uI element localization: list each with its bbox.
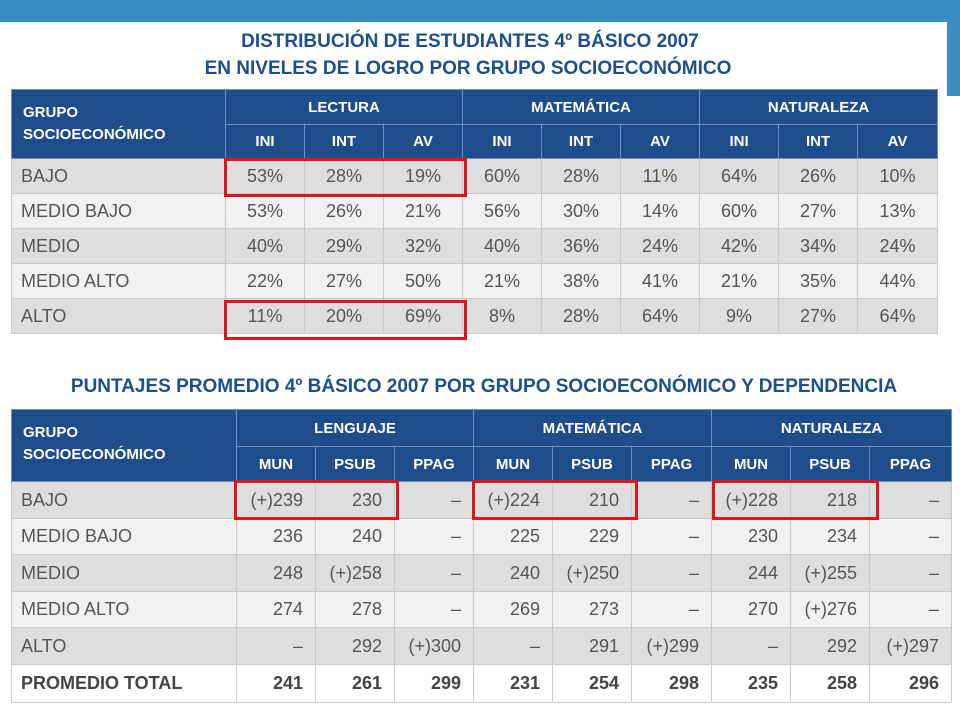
table-cell: 24% [858,229,938,264]
table-cell: 29% [305,229,384,264]
group-header-line1: GRUPO [23,424,79,441]
table-cell: 35% [779,264,858,299]
table-cell: 8% [463,299,542,334]
dependency-header: MUN [237,447,316,482]
table-cell: 27% [779,299,858,334]
table-cell: 13% [858,194,938,229]
table-row [12,194,938,229]
table-cell: (+)250 [553,555,632,592]
subject-header: NATURALEZA [712,410,952,447]
table-cell: 21% [384,194,463,229]
table-cell: 60% [463,159,542,194]
table-cell: (+)276 [791,592,870,628]
table-cell: 44% [858,264,938,299]
group-header [12,410,237,482]
table-cell: 42% [700,229,779,264]
table-cell: 56% [463,194,542,229]
table-cell: 236 [237,519,316,555]
table-cell: 69% [384,299,463,334]
table-cell: 231 [474,665,553,703]
table-cell: – [712,628,791,665]
table-cell: 298 [632,665,712,703]
group-header-line1: GRUPO [23,104,79,121]
average-scores-table [11,409,952,703]
table-cell: 22% [226,264,305,299]
table-cell: 27% [305,264,384,299]
table-cell: 27% [779,194,858,229]
table-cell: 64% [700,159,779,194]
table-cell: – [870,482,952,519]
table-row [12,592,952,628]
table-cell: 218 [791,482,870,519]
table1-title-line1: DISTRIBUCIÓN DE ESTUDIANTES 4º BÁSICO 2007 [241,31,699,52]
table-cell: 240 [316,519,395,555]
dependency-header: PPAG [870,447,952,482]
table-cell: 230 [712,519,791,555]
table-cell: (+)228 [712,482,791,519]
table-cell: 50% [384,264,463,299]
table-cell: 36% [542,229,621,264]
subject-header: MATEMÁTICA [463,90,700,125]
dependency-header: PSUB [316,447,395,482]
group-header-line2: SOCIOECONÓMICO [23,446,166,463]
dependency-header: PPAG [632,447,712,482]
level-header: AV [858,125,938,159]
subject-header: NATURALEZA [700,90,938,125]
table-row [12,519,952,555]
table-cell: 28% [542,299,621,334]
table-row [12,299,938,334]
table-cell: 258 [791,665,870,703]
table-cell: 21% [463,264,542,299]
table-cell: 19% [384,159,463,194]
table-cell: 270 [712,592,791,628]
table-cell: 230 [316,482,395,519]
row-label: MEDIO [12,555,237,592]
dependency-header: MUN [474,447,553,482]
level-header: AV [621,125,700,159]
row-label: BAJO [12,159,226,194]
total-row [12,665,952,703]
table-cell: 24% [621,229,700,264]
table-cell: 292 [316,628,395,665]
table-cell: 292 [791,628,870,665]
table-cell: 40% [226,229,305,264]
table-cell: (+)224 [474,482,553,519]
table-cell: 273 [553,592,632,628]
top-accent-bar [0,0,960,22]
table-cell: 28% [542,159,621,194]
table-cell: 254 [553,665,632,703]
table-cell: 240 [474,555,553,592]
table-cell: 10% [858,159,938,194]
table-cell: 14% [621,194,700,229]
table-cell: – [395,519,474,555]
level-header: INI [226,125,305,159]
table-cell: 38% [542,264,621,299]
table1-title-line2: EN NIVELES DE LOGRO POR GRUPO SOCIOECONÓMICO [204,58,732,79]
subject-header: LENGUAJE [237,410,474,447]
table-cell: 278 [316,592,395,628]
table-cell: 299 [395,665,474,703]
table-cell: (+)239 [237,482,316,519]
level-header: INT [779,125,858,159]
dependency-header: PPAG [395,447,474,482]
table-cell: 26% [779,159,858,194]
table-row [12,628,952,665]
achievement-distribution-table [11,89,938,334]
table-cell: – [632,519,712,555]
table-cell: 274 [237,592,316,628]
level-header: INT [542,125,621,159]
table-row [12,159,938,194]
dependency-header: MUN [712,447,791,482]
row-label: PROMEDIO TOTAL [12,665,237,703]
table-cell: 9% [700,299,779,334]
row-label: ALTO [12,628,237,665]
table-cell: 32% [384,229,463,264]
row-label: ALTO [12,299,226,334]
table-cell: – [870,592,952,628]
table-cell: – [632,482,712,519]
table-cell: 60% [700,194,779,229]
table-cell: 64% [858,299,938,334]
table-cell: 11% [226,299,305,334]
table2-title: PUNTAJES PROMEDIO 4º BÁSICO 2007 POR GRUPO SOCIOECONÓMICO Y DEPENDENCIA [70,376,898,397]
row-label: MEDIO [12,229,226,264]
row-label: BAJO [12,482,237,519]
table-cell: 40% [463,229,542,264]
table-cell: – [395,555,474,592]
row-label: MEDIO BAJO [12,519,237,555]
table-cell: 30% [542,194,621,229]
table-cell: 64% [621,299,700,334]
table-cell: 53% [226,194,305,229]
row-label: MEDIO ALTO [12,264,226,299]
table-cell: (+)300 [395,628,474,665]
table-cell: 28% [305,159,384,194]
table-cell: 11% [621,159,700,194]
dependency-header: PSUB [791,447,870,482]
table-cell: (+)258 [316,555,395,592]
table-cell: – [395,592,474,628]
table-cell: – [632,592,712,628]
table-cell: 244 [712,555,791,592]
table-cell: 26% [305,194,384,229]
table-cell: 229 [553,519,632,555]
table-cell: 248 [237,555,316,592]
level-header: AV [384,125,463,159]
table-row [12,229,938,264]
table-cell: (+)297 [870,628,952,665]
table-cell: (+)255 [791,555,870,592]
subject-header: MATEMÁTICA [474,410,712,447]
row-label: MEDIO ALTO [12,592,237,628]
table-cell: – [632,555,712,592]
table-cell: 21% [700,264,779,299]
table-cell: – [395,482,474,519]
table-cell: 34% [779,229,858,264]
table-cell: 234 [791,519,870,555]
table-cell: 261 [316,665,395,703]
table-cell: 20% [305,299,384,334]
table-cell: – [237,628,316,665]
table-cell: 296 [870,665,952,703]
level-header: INI [463,125,542,159]
table-cell: 53% [226,159,305,194]
table-row [12,555,952,592]
row-label: MEDIO BAJO [12,194,226,229]
table-cell: – [870,555,952,592]
table-cell: 210 [553,482,632,519]
table-cell: 235 [712,665,791,703]
table-cell: 241 [237,665,316,703]
subject-header: LECTURA [226,90,463,125]
table-cell: (+)299 [632,628,712,665]
dependency-header: PSUB [553,447,632,482]
table-cell: – [474,628,553,665]
table-cell: 225 [474,519,553,555]
level-header: INI [700,125,779,159]
table-cell: 41% [621,264,700,299]
table-cell: 291 [553,628,632,665]
table-cell: – [870,519,952,555]
table-row [12,264,938,299]
table-row [12,482,952,519]
group-header-line2: SOCIOECONÓMICO [23,126,166,143]
group-header [12,90,226,159]
level-header: INT [305,125,384,159]
table-cell: 269 [474,592,553,628]
